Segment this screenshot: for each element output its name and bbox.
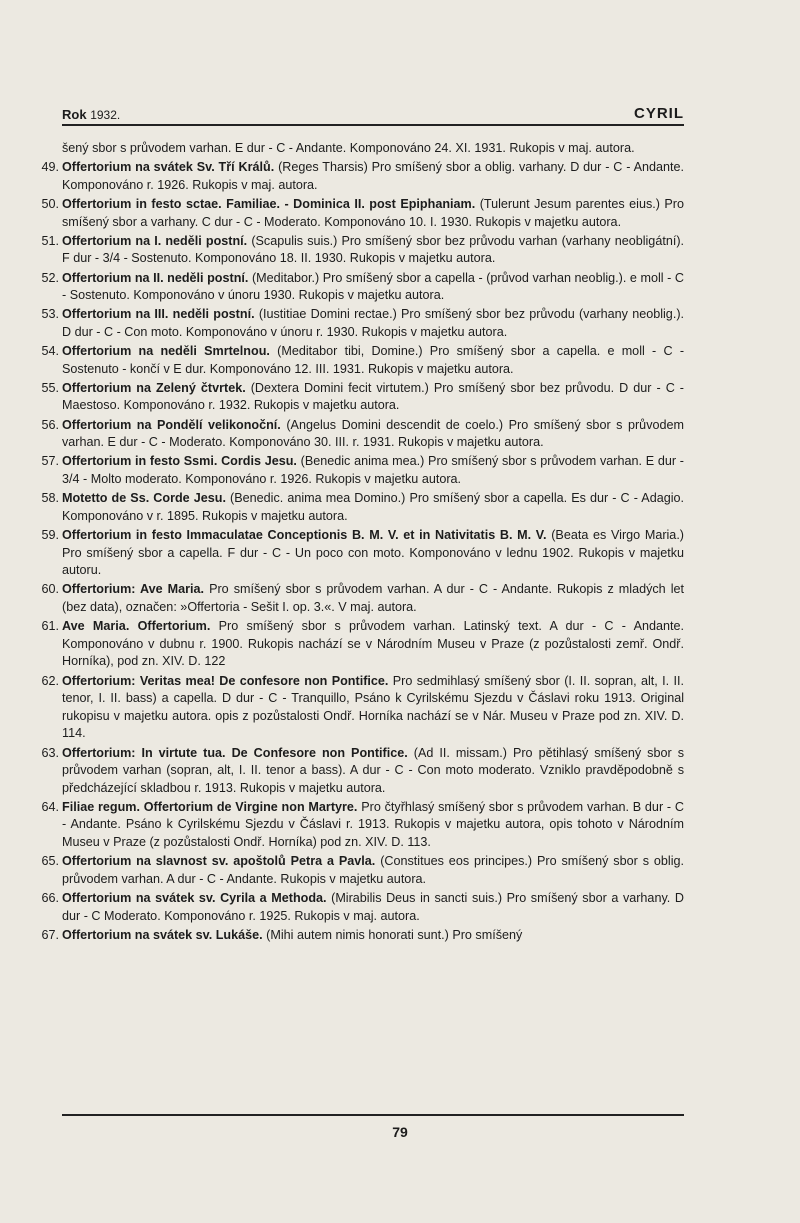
entry-number: 63. — [41, 745, 59, 760]
entry-description: (Reges Tharsis) Pro smíšený sbor a oblig. varhany. D dur - C - Andante. Komponováno r. 1926. Rukopis v maj. autora. — [62, 160, 684, 192]
entry-title: Offertorium na II. neděli postní. — [62, 270, 249, 285]
entry-description: (Beata es Virgo Maria.) Pro smíšený sbor a capella. F dur - C - Un poco con moto. Komponováno v lednu 1902. Rukopis v majetku autoru. — [62, 528, 685, 578]
entry-title: Offertorium na svátek Sv. Tří Králů. — [62, 160, 275, 175]
entry-title: Offertorium na Zelený čtvrtek. — [62, 380, 246, 395]
catalog-entry — [41, 745, 684, 798]
catalog-entry — [41, 799, 685, 852]
entry-description: (Scapulis suis.) Pro smíšený sbor bez průvodu varhan (varhany neobligátní). F dur - 3/4 - Sostenuto. Komponováno 18. II. 1930. Rukopis v majetku autora. — [62, 233, 685, 266]
entry-description: (Meditabor tibi, Domine.) Pro smíšený sbor a capella. e moll - C - Sostenuto - končí v E dur. Komponováno 12. III. 1931. Rukopis v majetku autora. — [62, 344, 685, 376]
year-value: 1932. — [90, 108, 121, 122]
entry-number: 62. — [41, 673, 59, 688]
entry-description: (Constitues eos principes.) Pro smíšený sbor s oblig. průvodem varhan. A dur - C - Andante. Rukopis v majetku autora. — [62, 854, 684, 886]
entry-title: Offertorium na neděli Smrtelnou. — [62, 344, 270, 359]
entry-description: Pro smíšený sbor s průvodem varhan. A dur - C - Andante. Rukopis z mladých let (bez data), označen: »Offertoria - Sešit I. op. 3.«. V maj. autora. — [62, 582, 684, 614]
entry-title: Ave Maria. Offertorium. — [62, 619, 211, 634]
entry-title: Offertorium in festo Immaculatae Conceptionis B. M. V. et in Nativitatis B. M. V. — [62, 528, 547, 542]
catalog-entry — [41, 343, 685, 378]
catalog-entry — [41, 233, 685, 268]
entry-description: (Meditabor.) Pro smíšený sbor a capella - (průvod varhan neoblig.). e moll - C - Sostenuto. Komponováno v únoru 1930. Rukopis v majetku autora. — [62, 270, 685, 303]
entry-description: (Angelus Domini descendit de coelo.) Pro smíšený sbor s průvodem varhan. E dur - C - Moderato. Komponováno 30. III. r. 1931. Rukopis v majetku autora. — [62, 417, 684, 450]
catalog-entry — [41, 159, 684, 194]
catalog-entry — [41, 306, 685, 341]
entry-title: Offertorium: Veritas mea! De confesore non Pontifice. — [62, 673, 389, 688]
entry-description: (Tulerunt Jesum parentes eius.) Pro smíšený sbor a varhany. C dur - C - Moderato. Komponováno 10. I. 1930. Rukopis v majetku autora. — [62, 196, 685, 229]
entry-title: Offertorium: Ave Maria. — [62, 582, 205, 597]
entry-number: 66. — [41, 891, 59, 906]
entry-number: 57. — [41, 454, 59, 469]
entry-description: (Dextera Domini fecit virtutem.) Pro smíšený sbor bez průvodu. D dur - C - Maestoso. Komponováno r. 1932. Rukopis v majetku autora. — [62, 380, 684, 413]
entry-title: Offertorium na svátek sv. Lukáše. — [62, 927, 263, 942]
catalog-entry — [41, 581, 684, 616]
entry-description: Pro čtyřhlasý smíšený sbor s průvodem varhan. B dur - C - Andante. Psáno k Cyrilskému Sjezdu v Čáslavi r. 1913. Rukopis v majetku autora, opis tohoto v Národním Museu v Praze (z pozůstalosti Ondř. Horníka) pod zn. XIV. D. 113. — [62, 799, 685, 850]
entry-title: Offertorium in festo Ssmi. Cordis Jesu. — [62, 454, 297, 469]
page-number: 79 — [392, 1124, 408, 1140]
page-header — [62, 96, 684, 126]
catalog-entry — [41, 270, 685, 305]
entry-number: 60. — [41, 582, 59, 597]
entry-title: Filiae regum. Offertorium de Virgine non Martyre. — [62, 799, 358, 814]
entry-number: 65. — [41, 854, 59, 869]
continuation-text: šený sbor s průvodem varhan. E dur - C - Andante. Komponováno 24. XI. 1931. Rukopis v maj. autora. — [62, 141, 635, 155]
catalog-entry — [41, 618, 684, 671]
catalog-list — [41, 140, 685, 944]
entry-title: Motetto de Ss. Corde Jesu. — [62, 491, 226, 506]
entry-list — [41, 159, 685, 944]
entry-title: Offertorium na III. neděli postní. — [62, 307, 255, 322]
catalog-entry — [41, 853, 684, 888]
catalog-entry — [41, 380, 684, 415]
entry-description: (Ad II. missam.) Pro pětihlasý smíšený sbor s průvodem varhan (sopran, alt, I. II. tenor a bass). A dur - C - Con moto moderato. Vzniklo pravděpodobně s předcházející skladbou r. 1913. Rukopis v majetku autora. — [62, 745, 684, 795]
entry-number: 56. — [41, 417, 59, 432]
entry-description: (Mihi autem nimis honorati sunt.) Pro smíšený — [266, 927, 523, 942]
entry-number: 64. — [41, 799, 59, 814]
catalog-entry — [41, 453, 684, 488]
entry-description: (Benedic. anima mea Domino.) Pro smíšený sbor a capella. Es dur - C - Adagio. Komponováno v r. 1895. Rukopis v majetku autora. — [62, 491, 685, 523]
catalog-entry — [41, 527, 685, 580]
entry-title: Offertorium in festo sctae. Familiae. - Dominica II. post Epiphaniam. — [62, 196, 476, 211]
journal-title: CYRIL — [634, 105, 684, 122]
entry-number: 51. — [41, 233, 59, 248]
entry-number: 52. — [41, 270, 59, 285]
entry-description: (Benedic anima mea.) Pro smíšený sbor s průvodem varhan. E dur - 3/4 - Molto moderato. Komponováno r. 1926. Rukopis v majetku autora. — [62, 454, 684, 487]
catalog-entry — [41, 196, 685, 231]
entry-title: Offertorium na I. neděli postní. — [62, 233, 248, 248]
entry-number: 50. — [41, 196, 59, 211]
footer-rule — [62, 1114, 684, 1116]
year-word: Rok — [62, 107, 87, 122]
entry-title: Offertorium: In virtute tua. De Confesore non Pontifice. — [62, 745, 408, 760]
entry-number: 54. — [41, 344, 59, 359]
entry-description: Pro smíšený sbor s průvodem varhan. Latinský text. A dur - C - Andante. Komponováno v dubnu r. 1900. Rukopis nachází se v Národním Museu v Praze (z pozůstalosti zemř. Ondř. Horníka), pod zn. XIV. D. 122 — [62, 619, 684, 669]
entry-description: (Mirabilis Deus in sancti suis.) Pro smíšený sbor a varhany. D dur - C Moderato. Komponováno r. 1925. Rukopis v maj. autora. — [62, 891, 684, 923]
page-content — [41, 96, 685, 946]
entry-number: 53. — [41, 307, 59, 322]
catalog-entry — [41, 890, 684, 925]
entry-description: (Iustitiae Domini rectae.) Pro smíšený sbor bez průvodu (varhany neoblig.). D dur - C - Con moto. Komponováno v únoru r. 1930. Rukopis v majetku autora. — [62, 307, 685, 339]
catalog-entry — [41, 417, 684, 452]
entry-title: Offertorium na Pondělí velikonoční. — [62, 417, 281, 432]
entry-title: Offertorium na slavnost sv. apoštolů Petra a Pavla. — [62, 854, 376, 869]
entry-number: 55. — [41, 380, 59, 395]
entry-number: 67. — [41, 927, 59, 942]
entry-number: 61. — [41, 619, 59, 634]
entry-number: 58. — [41, 491, 59, 506]
entry-description: Pro sedmihlasý smíšený sbor (I. II. sopran, alt, I. II. tenor, I. II. bass) a capella. D dur - C - Tranquillo, Psáno k Cyrilskému Sjezdu v Čáslavi roku 1913. Original rukopisu v majetku autora. opis z pozůstalosti Ondř. Horníka nachází se v Nár. Museu v Praze pod zn. XIV. D. 114. — [62, 673, 684, 741]
catalog-entry — [41, 490, 685, 525]
entry-number: 59. — [41, 528, 59, 542]
catalog-entry — [41, 673, 684, 743]
entry-title: Offertorium na svátek sv. Cyrila a Methoda. — [62, 891, 327, 906]
entry-number: 49. — [41, 160, 59, 175]
year-label — [62, 107, 120, 122]
catalog-entry — [41, 927, 684, 945]
